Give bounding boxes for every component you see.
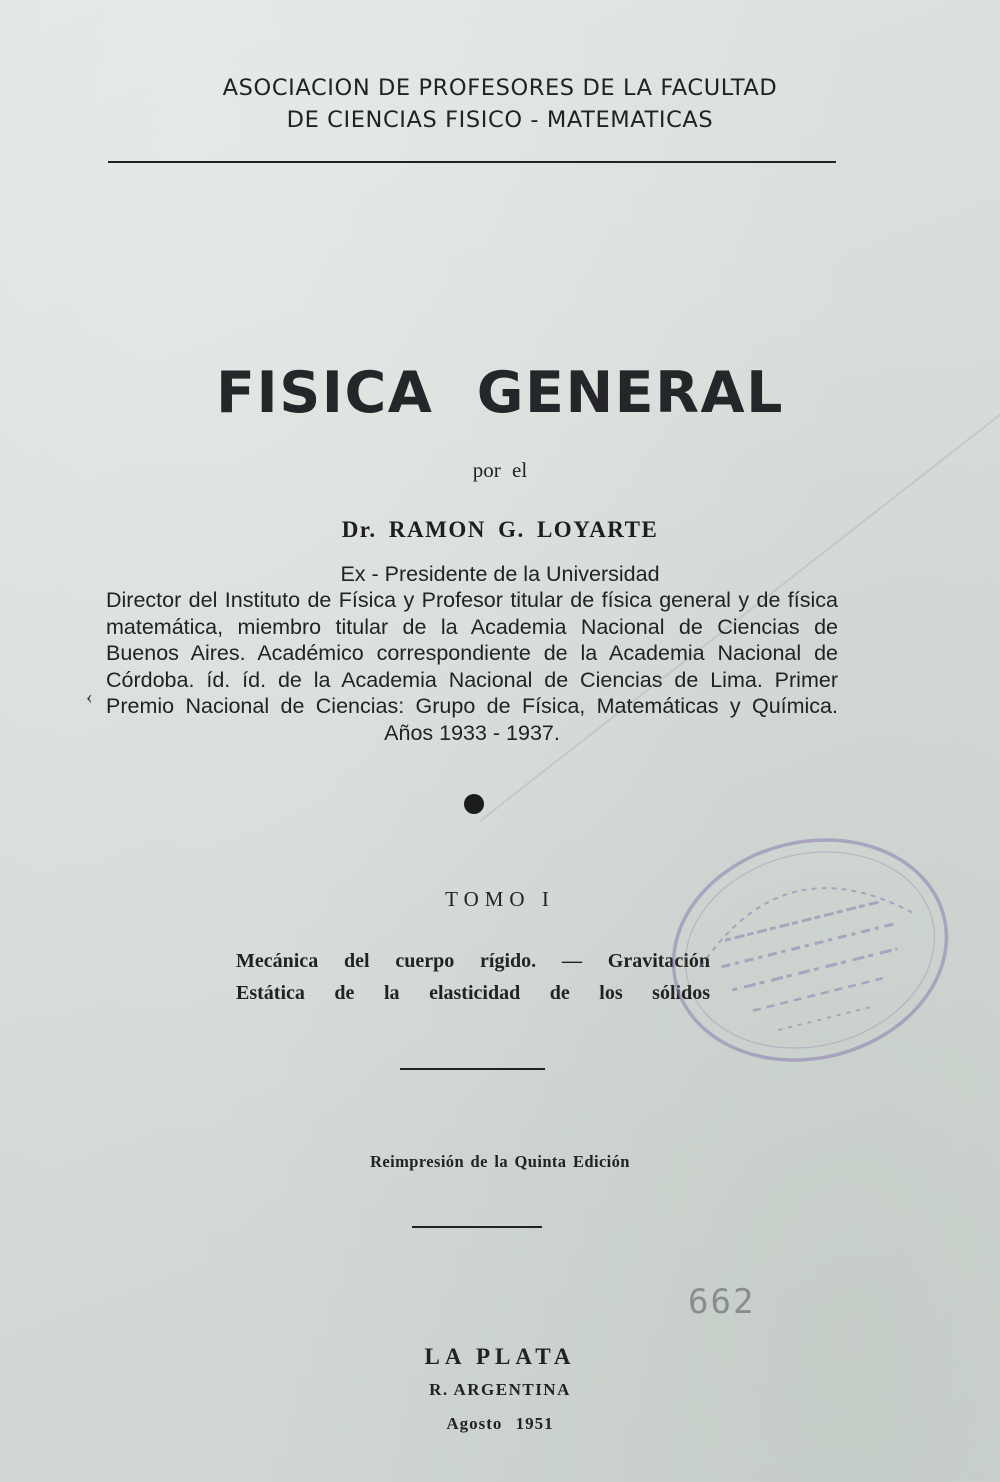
association-header [0, 72, 1000, 136]
author-credentials: Director del Instituto de Física y Profesor titular de física general y de física matemática, miembro titular de la Academia Nacional de Ciencias de Buenos Aires. Académico correspondiente de la Academia Nacional de Córdoba. íd. íd. de la Academia Nacional de Ciencias de Lima. Primer Premio Nacional de Ciencias: Grupo de Física, Matemáticas y Química. Años 1933 - 1937. [106, 588, 838, 745]
separator-rule-1 [400, 1068, 545, 1070]
handwritten-number: 662 [688, 1282, 756, 1322]
volume-label: TOMO I [445, 887, 555, 911]
bullet-ornament [464, 794, 484, 814]
author-name: Dr. RAMON G. LOYARTE [341, 517, 659, 542]
imprint-city: LA PLATA [424, 1344, 576, 1369]
imprint-country: R. ARGENTINA [429, 1380, 571, 1399]
association-line-1: ASOCIACION DE PROFESORES DE LA FACULTAD [222, 75, 778, 101]
byline: por el [472, 458, 528, 482]
edition-note: Reimpresión de la Quinta Edición [370, 1152, 630, 1171]
separator-rule-2 [412, 1226, 542, 1228]
book-title: FISICA GENERAL [216, 360, 784, 426]
margin-mark: ‹ [86, 686, 93, 708]
subject-line-2: Estática de la elasticidad de los sólidos [236, 982, 710, 1004]
header-rule [108, 161, 836, 163]
author-position: Ex - Presidente de la Universidad [340, 562, 660, 586]
library-stamp [660, 820, 960, 1080]
subject-line-1: Mecánica del cuerpo rígido. — Gravitación [236, 950, 710, 972]
imprint-date: Agosto 1951 [446, 1414, 554, 1433]
association-line-2: DE CIENCIAS FISICO - MATEMATICAS [286, 107, 714, 133]
